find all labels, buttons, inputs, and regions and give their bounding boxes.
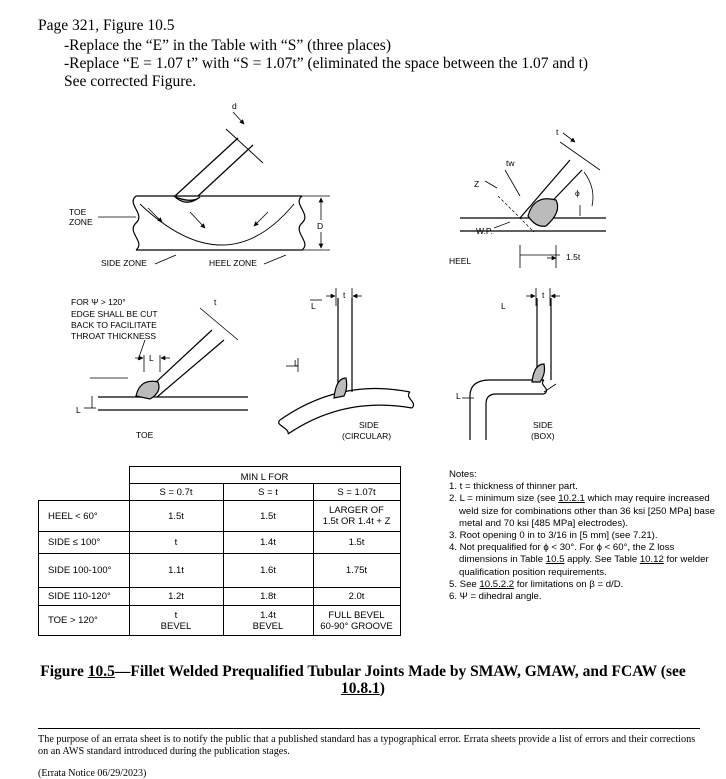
box-t-label: t [542,290,545,300]
heel-detail-drawing [460,133,606,268]
table-row [39,532,401,554]
table-col-header: S = t [223,484,313,501]
table-cell: FULL BEVEL 60-90° GROOVE [313,606,400,636]
errata-instruction-3: See corrected Figure. [64,73,197,90]
toe-L-bottom-label: L [76,405,81,415]
work-point-label: W.P. [476,226,493,236]
table-row-label: SIDE 110-120° [39,588,130,606]
heel-zone-label: HEEL ZONE [209,258,257,268]
notes-title: Notes: [449,469,477,480]
side-circular-label-1: SIDE [359,420,379,430]
side-box-drawing [462,288,560,440]
toe-L-top-label: L [149,353,154,363]
note-5-ref-link[interactable]: 10.5.2.2 [479,578,515,590]
note-3: 3. Root opening 0 in to 3/16 in [5 mm] (see 7.21). [449,530,658,542]
heel-label: HEEL [449,256,472,266]
table-cell: 1.8t [223,588,313,606]
notes-block [449,469,717,603]
table-cell: 1.5t [129,501,223,532]
table-row [39,554,401,588]
table-cell: 1.4t BEVEL [223,606,313,636]
table-cell: 1.5t [223,501,313,532]
table-row [39,606,401,636]
heel-t-label: t [556,127,559,137]
heel-1-5t-label: 1.5t [566,252,581,262]
errata-page-ref: Page 321, Figure 10.5 [38,17,175,34]
toe-label: TOE [136,430,154,440]
toe-t-label: t [214,297,217,307]
min-l-table [38,466,401,636]
box-L-top-label: L [501,301,506,311]
caption-figure-ref[interactable]: 10.5 [87,663,115,680]
toe-zone-label-1: TOE [69,207,87,217]
side-zone-label: SIDE ZONE [101,258,147,268]
note-2-ref-link[interactable]: 10.2.1 [558,493,585,505]
errata-instruction-1: -Replace the “E” in the Table with “S” (three places) [64,37,391,54]
table-cell: 1.2t [129,588,223,606]
circular-L-top-label: L [311,301,316,311]
circular-t-label: t [343,290,346,300]
tw-label: tw [506,158,515,168]
table-cell: 1.75t [313,554,400,588]
table-col-header: S = 1.07t [313,484,400,501]
caption-section-ref[interactable]: 10.8.1 [341,680,380,697]
tube-joint-drawing [98,112,330,264]
table-col-header: S = 0.7t [129,484,223,501]
note-6: 6. Ψ = dihedral angle. [449,591,542,603]
toe-zone-label-2: ZONE [69,217,93,227]
box-L-side-label: L [456,391,461,401]
table-cell: t [129,532,223,554]
side-box-label-2: (BOX) [531,431,555,441]
psi-note-1: FOR Ψ > 120° [71,297,126,307]
table-row [39,588,401,606]
table-cell: t BEVEL [129,606,223,636]
main-diameter-D-label: D [317,221,324,231]
table-row-label: TOE > 120° [39,606,130,636]
table-cell: 1.1t [129,554,223,588]
table-cell: 1.4t [223,532,313,554]
table-group-header: MIN L FOR [129,467,400,484]
errata-instruction-2: -Replace “E = 1.07 t” with “S = 1.07t” (eliminated the space between the 1.07 and t) [64,55,589,72]
note-5: 5. See 10.5.2.2 for limitations on β = d/D. [449,578,624,590]
phi-label: ϕ [575,188,580,198]
psi-note-3: BACK TO FACILITATE [71,320,157,330]
footer-text: The purpose of an errata sheet is to notify the public that a published standard has a typographical error. Errata sheets provide a list of errors and their corrections on an AWS standard introduced during the publication stages. [38,734,696,757]
note-2: 2. L = minimum size (see 10.2.1 which may require increased weld size for combinations other than 36 ksi [250 MPa] base metal and 70 ksi [485 MPa] electrodes). [449,493,715,529]
note-1: 1. t = thickness of thinner part. [449,481,578,493]
table-cell: 1.6t [223,554,313,588]
table-row-label: SIDE ≤ 100° [39,532,130,554]
circular-L-side-label: L [294,358,299,368]
note-4-ref-link-2[interactable]: 10.12 [639,554,664,566]
table-row-label: HEEL < 60° [39,501,130,532]
note-4-ref-link[interactable]: 10.5 [545,554,565,566]
table-row [39,501,401,532]
psi-note-2: EDGE SHALL BE CUT [71,309,158,319]
tube-diameter-d-label: d [232,101,237,111]
figure-caption: Figure 10.5—Fillet Welded Prequalified Tubular Joints Made by SMAW, GMAW, and FCAW (see 10.8.1) [40,663,686,697]
table-row-label: SIDE 100-100° [39,554,130,588]
footer-divider [38,728,700,729]
table-cell: 1.5t [313,532,400,554]
table-cell: LARGER OF 1.5t OR 1.4t + Z [313,501,400,532]
table-cell: 2.0t [313,588,400,606]
z-label: Z [474,179,480,189]
side-box-label-1: SIDE [533,420,553,430]
psi-note-4: THROAT THICKNESS [71,331,157,341]
side-circular-label-2: (CIRCULAR) [342,431,392,441]
note-4: 4. Not prequalified for ϕ < 30°. For ϕ < 60°, the Z loss dimensions in Table 10.5 apply. See Table 10.12 for welder qualification position requirements. [449,542,709,578]
footer-cut-text: (Errata Notice 06/29/2023) [38,768,147,779]
